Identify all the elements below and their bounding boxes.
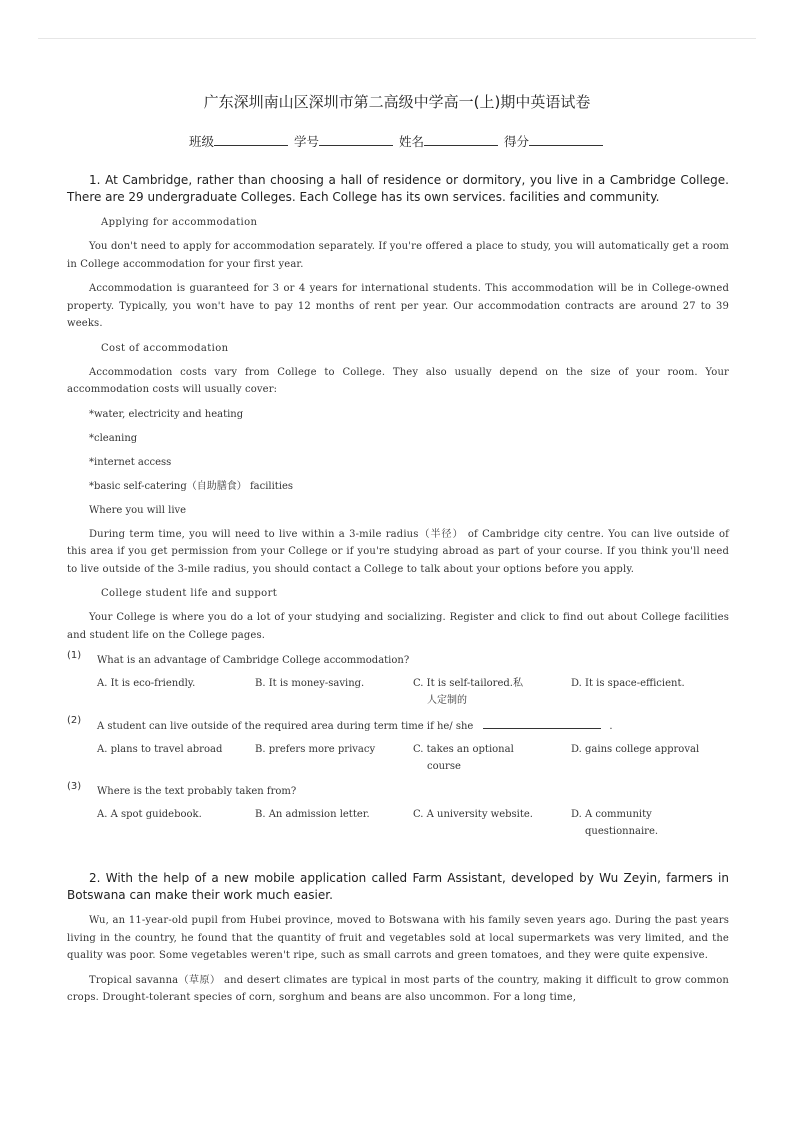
page-title: 广东深圳南山区深圳市第二高级中学高一(上)期中英语试卷 — [203, 93, 591, 111]
answer-options — [67, 741, 729, 775]
question-number: (1) — [67, 650, 82, 661]
option-c[interactable]: C. It is self-tailored.私 人定制的 — [413, 678, 523, 706]
q1-subheading-cost: Cost of accommodation — [101, 342, 229, 354]
question-text: What is an advantage of Cambridge College accommodation? — [97, 655, 410, 666]
info-label-name: 姓名 — [398, 134, 424, 149]
q1-paragraph-3: Accommodation costs vary from College to College. They also usually depend on the size of your room. Your accommodation costs will usually cover: — [67, 366, 729, 395]
q1-paragraph-4: During term time, you will need to live within a 3-mile radius（半径） of Cambridge city centre. You can live outside of this area if you get permission from your College or if you're studying abroad as part of your course. If you think you'll need to live outside of the 3-mile radius, you should contact a College to talk about your options before you apply. — [67, 528, 729, 575]
info-label-id: 学号 — [293, 134, 319, 149]
exam-content — [67, 172, 729, 1014]
option-a[interactable]: A. A spot guidebook. — [97, 809, 202, 820]
answer-options — [67, 806, 729, 840]
score-blank[interactable] — [529, 133, 603, 146]
question-number: (3) — [67, 781, 82, 792]
class-blank[interactable] — [214, 133, 288, 146]
q2-paragraph-1: Wu, an 11-year-old pupil from Hubei province, moved to Botswana with his family seven years ago. During the past years living in the country, he found that the quantity of fruit and vegetables sold at local supermarkets was very limited, and the quality was poor. Some vegetables weren't ripe, such as small carrots and green tomatoes, and they were quite expensive. — [67, 915, 729, 961]
info-label-score: 得分 — [503, 134, 529, 149]
q1-subheading-applying: Applying for accommodation — [101, 217, 258, 228]
sub-question-2 — [67, 717, 729, 735]
list-item: *internet access — [89, 456, 172, 468]
option-b[interactable]: B. An admission letter. — [255, 809, 370, 820]
question-text: A student can live outside of the required area during term time if he/ she — [97, 721, 474, 732]
option-b[interactable]: B. It is money-saving. — [255, 678, 365, 689]
q1-paragraph-1: You don't need to apply for accommodation separately. If you're offered a place to study, you will automatically get a room in College accommodation for your first year. — [67, 241, 729, 270]
question-end: . — [609, 721, 613, 732]
student-info-line — [0, 132, 794, 150]
sub-question-3 — [67, 783, 729, 800]
info-label-class: 班级 — [188, 134, 214, 149]
q1-subheading-life: College student life and support — [101, 588, 278, 599]
option-b[interactable]: B. prefers more privacy — [255, 744, 376, 755]
option-d[interactable]: D. It is space-efficient. — [571, 678, 685, 689]
sub-question-1 — [67, 652, 729, 669]
option-a[interactable]: A. It is eco-friendly. — [97, 678, 196, 689]
list-item: *water, electricity and heating — [89, 408, 244, 420]
answer-options — [67, 675, 729, 709]
q1-intro: 1. At Cambridge, rather than choosing a hall of residence or dormitory, you live in a Cambridge College. There are 29 undergraduate Colleges. Each College has its own services. facilities and community. — [67, 173, 729, 204]
option-a[interactable]: A. plans to travel abroad — [97, 744, 223, 755]
q1-subheading-where: Where you will live — [89, 504, 187, 516]
student-id-blank[interactable] — [319, 133, 393, 146]
name-blank[interactable] — [424, 133, 498, 146]
option-c[interactable]: C. takes an optional course — [413, 744, 514, 772]
top-divider — [38, 38, 756, 39]
q1-paragraph-2: Accommodation is guaranteed for 3 or 4 years for international students. This accommodation will be in College-owned property. Typically, you won't have to pay 12 months of rent per year. Our accommodation contracts are around 27 to 39 weeks. — [67, 283, 729, 329]
question-number: (2) — [67, 715, 82, 726]
option-c[interactable]: C. A university website. — [413, 809, 533, 820]
option-d[interactable]: D. A community questionnaire. — [571, 809, 659, 837]
list-item: *cleaning — [89, 432, 138, 444]
option-d[interactable]: D. gains college approval — [571, 744, 700, 755]
q2-paragraph-2: Tropical savanna（草原） and desert climates are typical in most parts of the country, making it difficult to grow common crops. Drought-tolerant species of corn, sorghum and beans are also uncommon. For a long time, — [67, 974, 729, 1003]
q2-intro: 2. With the help of a new mobile application called Farm Assistant, developed by Wu Zeyin, farmers in Botswana can make their work much easier. — [67, 871, 729, 902]
answer-blank[interactable] — [483, 717, 601, 729]
list-item: *basic self-catering（自助膳食） facilities — [89, 480, 294, 492]
question-text: Where is the text probably taken from? — [97, 786, 297, 797]
q1-paragraph-5: Your College is where you do a lot of your studying and socializing. Register and click to find out about College facilities and student life on the College pages. — [67, 612, 729, 641]
